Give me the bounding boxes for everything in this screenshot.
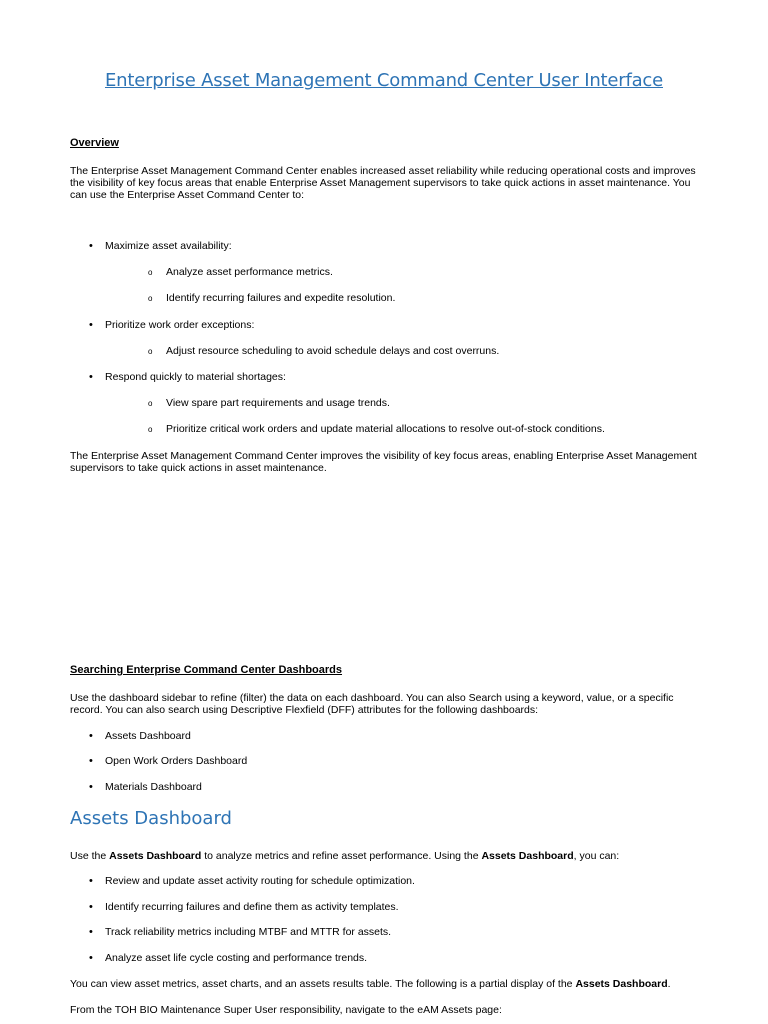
subbullet-spare-parts: o View spare part requirements and usage trends. (166, 397, 390, 409)
assets-dashboard-heading: Assets Dashboard (70, 808, 232, 829)
document-title: Enterprise Asset Management Command Center User Interface (104, 70, 663, 91)
subbullet-prioritize-critical: o Prioritize critical work orders and update material allocations to resolve out-of-stock conditions. (166, 423, 605, 435)
assets-view-paragraph: You can view asset metrics, asset charts, and an assets results table. The following is a partial display of the Assets Dashboard. (70, 978, 671, 990)
list-item-assets-dashboard: • Assets Dashboard (105, 730, 191, 742)
list-item-analyze-costing: • Analyze asset life cycle costing and performance trends. (105, 952, 367, 964)
subbullet-adjust-scheduling: o Adjust resource scheduling to avoid schedule delays and cost overruns. (166, 345, 499, 357)
list-item-track-reliability: • Track reliability metrics including MTBF and MTTR for assets. (105, 926, 391, 938)
overview-heading: Overview (70, 137, 119, 149)
assets-navigate-paragraph: From the TOH BIO Maintenance Super User responsibility, navigate to the eAM Assets page: (70, 1004, 502, 1016)
subbullet-identify-failures: o Identify recurring failures and expedite resolution. (166, 292, 395, 304)
subbullet-analyze-metrics: o Analyze asset performance metrics. (166, 266, 333, 278)
list-item-identify-failures: • Identify recurring failures and define them as activity templates. (105, 901, 399, 913)
searching-heading: Searching Enterprise Command Center Dashboards (70, 664, 343, 676)
assets-intro: Use the Assets Dashboard to analyze metrics and refine asset performance. Using the Assets Dashboard, you can: (70, 850, 620, 862)
searching-intro: Use the dashboard sidebar to refine (filter) the data on each dashboard. You can also Search using a keyword, value, or a specific record. You can also search using Descriptive Flexfield (DFF) attributes for the following dashboards: (70, 692, 674, 716)
overview-intro: The Enterprise Asset Management Command Center enables increased asset reliability while reducing operational costs and improves the visibility of key focus areas that enable Enterprise Asset Management supervisors to take quick actions in asset maintenance. You can use the Enterprise Asset Command Center to: (70, 165, 696, 201)
list-item-open-work-orders: • Open Work Orders Dashboard (105, 755, 247, 767)
bullet-respond: • Respond quickly to material shortages: (105, 371, 286, 383)
overview-closing: The Enterprise Asset Management Command Center improves the visibility of key focus areas, enabling Enterprise Asset Management supervisors to take quick actions in asset maintenance. (70, 450, 697, 474)
bullet-maximize: • Maximize asset availability: (105, 240, 232, 252)
list-item-materials-dashboard: • Materials Dashboard (105, 781, 202, 793)
bullet-prioritize: • Prioritize work order exceptions: (105, 319, 254, 331)
list-item-review-routing: • Review and update asset activity routing for schedule optimization. (105, 875, 415, 887)
